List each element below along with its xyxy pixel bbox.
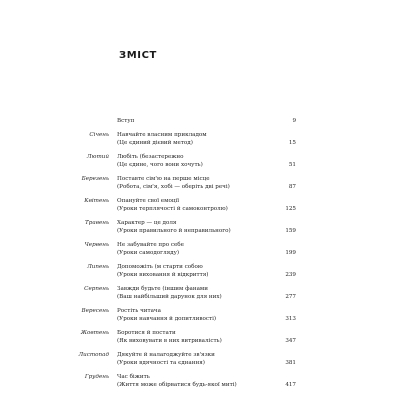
toc-page-number: 313 bbox=[285, 316, 296, 322]
toc-month: Січень bbox=[89, 132, 109, 138]
toc-intro-page: 9 bbox=[292, 118, 296, 124]
toc-entry-subtitle: (Як виховувати в них витривалість) bbox=[117, 338, 222, 344]
toc-row[interactable] bbox=[0, 263, 400, 285]
toc-page-number: 347 bbox=[285, 338, 296, 344]
toc-intro-title: Вступ bbox=[117, 118, 135, 124]
toc-month: Червень bbox=[84, 242, 109, 248]
toc-month: Серпень bbox=[84, 286, 109, 292]
toc-entry-subtitle: (Уроки навчання й допитливості) bbox=[117, 316, 217, 322]
toc-entry-subtitle: (Уроки вдячності та єднання) bbox=[117, 360, 205, 366]
toc-row[interactable] bbox=[0, 219, 400, 241]
toc-entry-title: Поставте сім'ю на перше місце bbox=[117, 176, 210, 182]
toc-page-number: 51 bbox=[288, 162, 296, 168]
toc-entry-subtitle: (Ваш найбільший дарунок для них) bbox=[117, 294, 222, 300]
toc-row[interactable] bbox=[0, 307, 400, 329]
toc-entry-subtitle: (Уроки виховання й відкриття) bbox=[117, 272, 209, 278]
toc-page-number: 159 bbox=[285, 228, 296, 234]
toc-entry-title: Не забувайте про себе bbox=[117, 242, 184, 248]
toc-entry bbox=[117, 197, 247, 213]
toc-entry bbox=[117, 175, 247, 191]
toc-page-number: 417 bbox=[285, 382, 296, 388]
toc-page-number: 87 bbox=[288, 184, 296, 190]
toc-entry bbox=[117, 373, 247, 389]
toc-page-number: 381 bbox=[285, 360, 296, 366]
toc-entry-title: Завжди будьте (іншим фанами bbox=[117, 286, 209, 292]
toc-entry-subtitle: (Це єдине, чого вони хочуть) bbox=[117, 162, 203, 168]
table-of-contents bbox=[0, 117, 400, 395]
toc-entry-title: Характер — це доля bbox=[117, 220, 177, 226]
toc-entry bbox=[117, 329, 247, 345]
toc-month: Травень bbox=[85, 220, 109, 226]
toc-month: Лютий bbox=[86, 154, 109, 160]
toc-page-number: 199 bbox=[285, 250, 296, 256]
toc-row[interactable] bbox=[0, 373, 400, 395]
toc-month: Жовтень bbox=[80, 330, 109, 336]
toc-entry bbox=[117, 263, 247, 279]
toc-entry-title: Навчайте власним прикладом bbox=[117, 132, 207, 138]
toc-month: Вересень bbox=[81, 308, 109, 314]
toc-row[interactable] bbox=[0, 197, 400, 219]
toc-row[interactable] bbox=[0, 175, 400, 197]
toc-entry-title: Боротися й постати bbox=[117, 330, 176, 336]
toc-entry-subtitle: (Робота, сім'я, хобі — оберіть дві речі) bbox=[117, 184, 230, 190]
toc-entry-subtitle: (Це єдиний дієвий метод) bbox=[117, 140, 193, 146]
toc-page-number: 15 bbox=[288, 140, 296, 146]
page-title: ЗМІСТ bbox=[119, 50, 157, 61]
toc-entry bbox=[117, 117, 247, 125]
toc-row[interactable] bbox=[0, 329, 400, 351]
toc-month: Березень bbox=[81, 176, 109, 182]
toc-page-number: 277 bbox=[285, 294, 296, 300]
toc-page-number: 125 bbox=[285, 206, 296, 212]
toc-entry-subtitle: (Життя може обірватися будь-якої миті) bbox=[117, 382, 237, 388]
toc-intro-row[interactable] bbox=[0, 117, 400, 131]
toc-month: Квітень bbox=[84, 198, 109, 204]
toc-entry-title: Любіть (безастережно bbox=[117, 154, 184, 160]
toc-entry-title: Опануйте свої емоції bbox=[117, 198, 180, 204]
toc-month: Листопад bbox=[78, 352, 109, 358]
toc-entry bbox=[117, 307, 247, 323]
toc-entry-subtitle: (Уроки терплячості й самоконтролю) bbox=[117, 206, 228, 212]
toc-row[interactable] bbox=[0, 351, 400, 373]
toc-month: Грудень bbox=[84, 374, 109, 380]
toc-entry bbox=[117, 285, 247, 301]
toc-month: Липень bbox=[87, 264, 109, 270]
toc-entry-title: Дякуйте й налагоджуйте зв'язки bbox=[117, 352, 215, 358]
toc-entry bbox=[117, 241, 247, 257]
toc-entry bbox=[117, 219, 247, 235]
toc-page-number: 239 bbox=[285, 272, 296, 278]
toc-entry bbox=[117, 351, 247, 367]
toc-row[interactable] bbox=[0, 153, 400, 175]
toc-entry bbox=[117, 153, 247, 169]
toc-row[interactable] bbox=[0, 131, 400, 153]
toc-entry-title: Допоможіть (м старти собою bbox=[117, 264, 203, 270]
toc-entry-title: Час біжить bbox=[117, 374, 150, 380]
toc-entry-subtitle: (Уроки правильного й неправильного) bbox=[117, 228, 231, 234]
toc-row[interactable] bbox=[0, 241, 400, 263]
toc-entry-subtitle: (Уроки самодогляду) bbox=[117, 250, 180, 256]
toc-entry-title: Ростіть читача bbox=[117, 308, 161, 314]
toc-entry bbox=[117, 131, 247, 147]
toc-row[interactable] bbox=[0, 285, 400, 307]
